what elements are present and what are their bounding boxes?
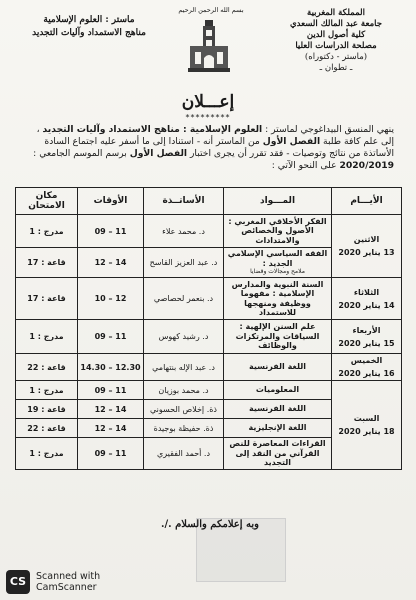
professor-cell: د. رشيد كهوس (144, 320, 224, 354)
table-row (16, 320, 402, 354)
day-name: الاثنين (353, 235, 380, 244)
subject-cell: اللغة الفرنسية (224, 400, 332, 419)
day-name: الخميس (350, 356, 383, 365)
subject-cell: المعلوميات (224, 381, 332, 400)
room-cell: قاعة : 22 (16, 419, 78, 438)
subject-cell: السنة النبوية والمدارس الإسلامية : مفهوما ووظيفة ومنهجها للاستمداد (224, 278, 332, 320)
room-cell: قاعة : 17 (16, 278, 78, 320)
header-right-line: كلية أصول الدين (306, 30, 366, 40)
day-name: السبت (353, 413, 380, 423)
room-cell: قاعة : 17 (16, 248, 78, 278)
time-cell: 12 – 14 (78, 248, 144, 278)
day-cell (332, 320, 402, 354)
time-cell: 09 – 11 (78, 381, 144, 400)
header-right-line: (ماستر - دكتوراه) (304, 52, 368, 62)
professor-cell: د. أحمد الفقيري (144, 438, 224, 470)
subject-cell: اللغة الإنجليزية (224, 419, 332, 438)
master-program-header (14, 14, 164, 40)
room-cell: مدرج : 1 (16, 320, 78, 354)
scanner-line: CamScanner (36, 582, 97, 593)
title-divider: ********* (185, 113, 231, 122)
room-cell: قاعة : 19 (16, 400, 78, 419)
day-name: الأربعاء (352, 325, 381, 335)
day-date: 18 يناير 2020 (338, 426, 395, 436)
semester-name: الفصل الأول (129, 148, 188, 159)
professor-cell: د. عبد الإله بنتهامي (144, 354, 224, 381)
subject-cell: اللغة الفرنسية (224, 354, 332, 381)
intro-text: ، إلى علم كافة طلبة (36, 124, 394, 147)
closing-line: وبه إعلامكم والسلام ./. (160, 519, 259, 530)
day-date: 15 يناير 2020 (338, 338, 395, 348)
professor-cell: ذة. حفيظة بوجيدة (144, 419, 224, 438)
header-subject: المـــواد (224, 188, 332, 215)
professor-cell: د. محمد بوزيان (144, 381, 224, 400)
professor-cell: د. بنعمر لحصاصي (144, 278, 224, 320)
room-cell: مدرج : 1 (16, 438, 78, 470)
subject-title: الفقه السياسي الإسلامي الجديد : (227, 249, 328, 268)
subject-cell: القراءات المعاصرة للنص القرآني من النقد إلى التجديد (224, 438, 332, 470)
table-row (16, 278, 402, 320)
professor-cell: د. محمد علاء (144, 215, 224, 248)
header-day: الأيـــام (332, 188, 402, 215)
announcement-body (22, 124, 394, 172)
time-cell: 09 – 11 (78, 215, 144, 248)
header-right-line: جامعة عبد المالك السعدي (290, 19, 382, 29)
exam-schedule-table (15, 187, 402, 470)
program-line: مناهج الاستمداد وآليات التجديد (32, 28, 146, 38)
day-name: الثلاثاء (353, 287, 380, 297)
subject-cell (224, 248, 332, 278)
day-cell (332, 278, 402, 320)
room-cell: مدرج : 1 (16, 381, 78, 400)
day-cell (332, 354, 402, 381)
program-name: العلوم الإسلامية : مناهج الاستمداد وآليات التجديد (42, 124, 263, 135)
scanner-watermark (36, 571, 100, 593)
program-line: ماستر : العلوم الإسلامية (43, 15, 135, 25)
intro-text: على النحو الآتي : (271, 160, 340, 171)
room-cell: قاعة : 22 (16, 354, 78, 381)
intro-text: من الماستر أنه - استنادا إلى ما أسفر عليه اجتماع السادة الأساتذة من نتائج وتوصيات - فقد تقرر أن يجرى اختبار (44, 136, 394, 159)
header-right-line: مصلحة الدراسات العليا (295, 41, 377, 51)
time-cell: 09 – 11 (78, 438, 144, 470)
basmala: بسم الله الرحمن الرحيم (178, 6, 244, 14)
header-right-line: المملكة المغربية (307, 8, 365, 18)
announcement-title: إعـــلان (181, 92, 235, 112)
time-cell: 12 – 14 (78, 419, 144, 438)
header-time: الأوقات (78, 188, 144, 215)
institution-header (266, 8, 406, 74)
professor-cell: د. عبد العزيز القاسح (144, 248, 224, 278)
header-right-line: ـ تطوان ـ (319, 63, 353, 73)
table-header-row (16, 188, 402, 215)
academic-year: 2020/2019 (339, 160, 394, 171)
intro-text: ينهي المنسق البيداغوجي لماستر : (262, 124, 394, 135)
intro-text: برسم الموسم الجامعي : (33, 148, 130, 159)
professor-cell: ذة. إخلاص الحسوني (144, 400, 224, 419)
day-date: 13 يناير 2020 (338, 248, 395, 257)
time-cell: 10 – 12 (78, 278, 144, 320)
time-cell: 14.30 – 12.30 (78, 354, 144, 381)
time-cell: 12 – 14 (78, 400, 144, 419)
subject-cell: علم السنن الإلهية : السياقات والمرتكزات والوظائف (224, 320, 332, 354)
day-cell (332, 215, 402, 278)
header-professor: الأساتــذة (144, 188, 224, 215)
table-row (16, 354, 402, 381)
scanner-line: Scanned with (36, 571, 101, 582)
table-row (16, 381, 402, 400)
table-row (16, 215, 402, 248)
university-logo (186, 16, 232, 78)
semester-name: الفصل الأول (262, 136, 321, 147)
time-cell: 09 – 11 (78, 320, 144, 354)
room-cell: مدرج : 1 (16, 215, 78, 248)
day-cell (332, 381, 402, 470)
subject-note: ملامح ومجالات وقضايا (250, 268, 305, 275)
subject-cell: الفكر الأخلاقي المغربي : الأصول والخصائص والامتدادات (224, 215, 332, 248)
header-room: مكان الامتحان (16, 188, 78, 215)
camscanner-logo-icon: CS (6, 570, 30, 594)
day-date: 14 يناير 2020 (338, 300, 395, 310)
day-date: 16 يناير 2020 (338, 369, 395, 378)
